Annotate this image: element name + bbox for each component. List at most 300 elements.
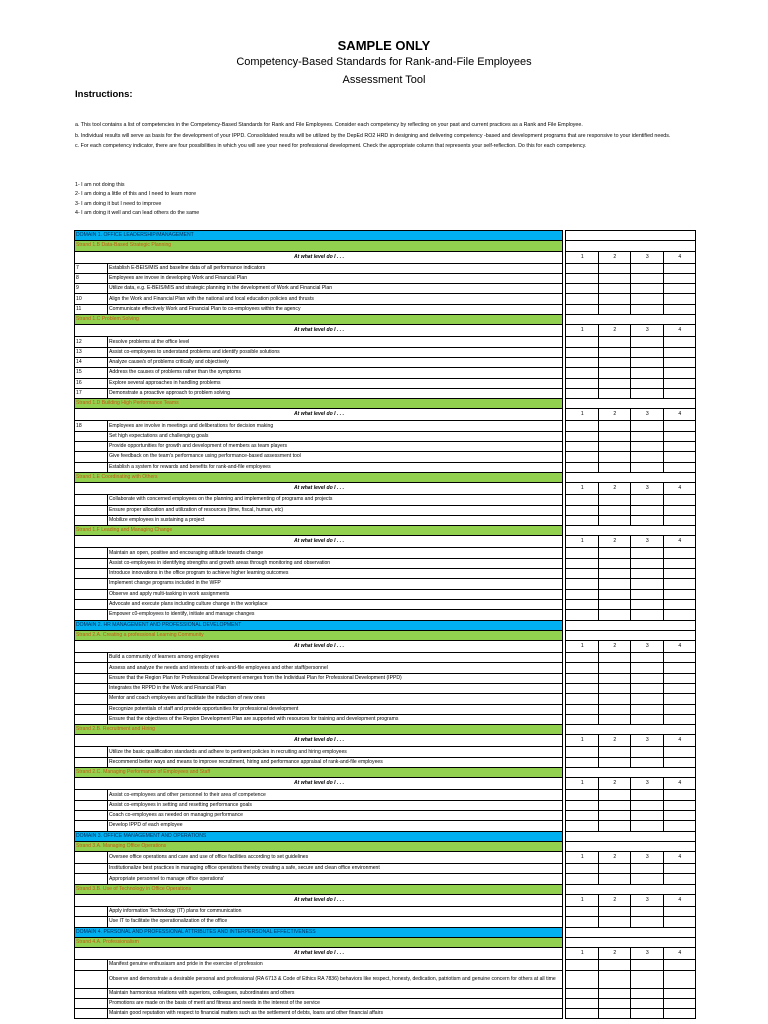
level-checkbox-cell-1[interactable] (566, 714, 599, 724)
competency-number (75, 747, 108, 757)
level-checkbox-cell-4[interactable] (663, 357, 696, 367)
level-checkbox-cell-1[interactable] (566, 704, 599, 714)
level-checkbox-cell-2[interactable] (598, 378, 631, 388)
level-checkbox-cell-4[interactable] (663, 610, 696, 620)
level-checkbox-cell-1[interactable] (566, 579, 599, 589)
level-checkbox-cell-2[interactable] (598, 790, 631, 800)
competency-row (75, 421, 696, 431)
level-header-3: 3 (631, 895, 664, 907)
level-blank (566, 315, 696, 325)
level-checkbox-cell-4[interactable] (663, 810, 696, 820)
level-checkbox-cell-4[interactable] (663, 337, 696, 347)
level-checkbox-cell-1[interactable] (566, 653, 599, 663)
strand-label: Strand 2.A. Creating a professional Learning Community (75, 630, 563, 640)
level-checkbox-cell-4[interactable] (663, 874, 696, 884)
competency-number: 8 (75, 273, 108, 283)
level-checkbox-cell-3[interactable] (631, 653, 664, 663)
level-checkbox-cell-2[interactable] (598, 579, 631, 589)
level-checkbox-cell-3[interactable] (631, 663, 664, 673)
level-checkbox-cell-2[interactable] (598, 757, 631, 767)
level-checkbox-cell-2[interactable] (598, 960, 631, 970)
level-checkbox-cell-2[interactable] (598, 569, 631, 579)
level-checkbox-cell-1[interactable] (566, 747, 599, 757)
level-checkbox-cell-4[interactable] (663, 495, 696, 505)
level-checkbox-cell-4[interactable] (663, 599, 696, 609)
level-checkbox-cell-2[interactable] (598, 505, 631, 515)
level-checkbox-cell-3[interactable] (631, 589, 664, 599)
level-checkbox-cell-3[interactable] (631, 515, 664, 525)
level-checkbox-cell-2[interactable] (598, 683, 631, 693)
level-checkbox-cell-4[interactable] (663, 673, 696, 683)
competency-text: Promotions are made on the basis of merit and fitness and needs in the interest of the service (108, 998, 563, 1008)
level-checkbox-cell-4[interactable] (663, 589, 696, 599)
competency-number (75, 599, 108, 609)
level-checkbox-cell-1[interactable] (566, 431, 599, 441)
level-checkbox-cell-3[interactable] (631, 558, 664, 568)
level-checkbox-cell-2[interactable] (598, 337, 631, 347)
level-checkbox-cell-4[interactable] (663, 273, 696, 283)
competency-text: Employees are invove in developing Work and Financial Plan (108, 273, 563, 283)
competency-row (75, 462, 696, 472)
competency-text: Maintain harmonious relations with superiors, colleagues, subordinates and others (108, 988, 563, 998)
level-checkbox-cell-4[interactable] (663, 452, 696, 462)
level-checkbox-cell-3[interactable] (631, 714, 664, 724)
level-checkbox-cell-1[interactable] (566, 988, 599, 998)
strand-row (75, 768, 696, 778)
level-checkbox-cell-4[interactable] (663, 653, 696, 663)
competency-text: Assist co-employees in setting and resetting performance goals (108, 800, 563, 810)
level-checkbox-cell-3[interactable] (631, 284, 664, 294)
level-header-4: 4 (663, 409, 696, 421)
level-checkbox-cell-4[interactable] (663, 304, 696, 314)
strand-row (75, 472, 696, 482)
level-checkbox-cell-4[interactable] (663, 284, 696, 294)
level-checkbox-cell-1[interactable] (566, 864, 599, 874)
level-legend-item: 2- I am doing a little of this and I need to learn more (75, 191, 197, 198)
level-checkbox-cell-2[interactable] (598, 304, 631, 314)
level-checkbox-cell-3[interactable] (631, 294, 664, 304)
competency-text: Align the Work and Financial Plan with the national and local education policies and thrusts (108, 294, 563, 304)
competency-number (75, 874, 108, 884)
level-checkbox-cell-2[interactable] (598, 558, 631, 568)
level-checkbox-cell-4[interactable] (663, 907, 696, 917)
level-header-3: 3 (631, 483, 664, 495)
level-checkbox-cell-2[interactable] (598, 421, 631, 431)
competency-text: Utilize the basic qualification standards and adhere to pertinent policies in recruiting and hiring employees (108, 747, 563, 757)
competency-row (75, 378, 696, 388)
competency-text: Explore several approaches in handling problems (108, 378, 563, 388)
level-checkbox-cell-4[interactable] (663, 998, 696, 1008)
level-checkbox-cell-3[interactable] (631, 273, 664, 283)
competency-text: Establish E-BEIS/MIS and baseline data of all performance indicators (108, 263, 563, 273)
level-checkbox-cell-1[interactable] (566, 673, 599, 683)
page-subtitle-2: Assessment Tool (342, 74, 426, 86)
level-checkbox-cell-4[interactable] (663, 757, 696, 767)
level-header-3: 3 (631, 325, 664, 337)
level-checkbox-cell-1[interactable] (566, 589, 599, 599)
level-checkbox-cell-3[interactable] (631, 579, 664, 589)
level-blank (566, 399, 696, 409)
level-checkbox-cell-1[interactable] (566, 610, 599, 620)
level-checkbox-cell-3[interactable] (631, 970, 664, 988)
competency-text: Assess and analyze the needs and interests of rank-and-file employees and other staff/personnel (108, 663, 563, 673)
level-checkbox-cell-1[interactable] (566, 800, 599, 810)
level-checkbox-cell-2[interactable] (598, 874, 631, 884)
competency-row (75, 548, 696, 558)
level-checkbox-cell-2[interactable] (598, 442, 631, 452)
level-checkbox-cell-1[interactable] (566, 663, 599, 673)
competency-number: 16 (75, 378, 108, 388)
competency-number (75, 495, 108, 505)
level-checkbox-cell-3[interactable] (631, 810, 664, 820)
level-checkbox-cell-1[interactable] (566, 1009, 599, 1019)
level-checkbox-cell-3[interactable] (631, 821, 664, 831)
level-checkbox-cell-4[interactable] (663, 988, 696, 998)
level-checkbox-cell-4[interactable] (663, 378, 696, 388)
competency-row (75, 579, 696, 589)
competency-row (75, 347, 696, 357)
competency-number (75, 589, 108, 599)
competency-number (75, 917, 108, 927)
level-checkbox-cell-3[interactable] (631, 998, 664, 1008)
level-header-4: 4 (663, 735, 696, 747)
level-legend (75, 181, 199, 219)
level-checkbox-cell-4[interactable] (663, 821, 696, 831)
level-checkbox-cell-2[interactable] (598, 284, 631, 294)
level-checkbox-cell-2[interactable] (598, 589, 631, 599)
level-checkbox-cell-1[interactable] (566, 505, 599, 515)
level-checkbox-cell-4[interactable] (663, 368, 696, 378)
level-checkbox-cell-3[interactable] (631, 452, 664, 462)
page-title: SAMPLE ONLY (337, 38, 431, 53)
level-checkbox-cell-3[interactable] (631, 388, 664, 398)
competency-row (75, 442, 696, 452)
level-checkbox-cell-1[interactable] (566, 874, 599, 884)
level-checkbox-cell-4[interactable] (663, 714, 696, 724)
level-checkbox-cell-3[interactable] (631, 304, 664, 314)
level-checkbox-cell-4[interactable] (663, 569, 696, 579)
level-checkbox-cell-2[interactable] (598, 273, 631, 283)
level-checkbox-cell-2[interactable] (598, 263, 631, 273)
level-checkbox-cell-1[interactable] (566, 907, 599, 917)
level-checkbox-cell-2[interactable] (598, 800, 631, 810)
level-checkbox-cell-4[interactable] (663, 462, 696, 472)
level-checkbox-cell-1[interactable] (566, 378, 599, 388)
strand-label: Strand 2.B. Recruitment and Hiring (75, 725, 563, 735)
level-checkbox-cell-2[interactable] (598, 599, 631, 609)
level-checkbox-cell-3[interactable] (631, 1009, 664, 1019)
level-checkbox-cell-4[interactable] (663, 917, 696, 927)
strand-row (75, 630, 696, 640)
competency-text: Advocate and execute plans including culture change in the workplace (108, 599, 563, 609)
level-checkbox-cell-2[interactable] (598, 495, 631, 505)
competency-number (75, 431, 108, 441)
level-checkbox-cell-1[interactable] (566, 558, 599, 568)
competency-text: Maintain good reputation with respect to financial matters such as the settlement of debts, loans and other financial affairs (108, 1009, 563, 1019)
level-checkbox-cell-3[interactable] (631, 368, 664, 378)
level-checkbox-cell-2[interactable] (598, 294, 631, 304)
level-checkbox-cell-3[interactable] (631, 378, 664, 388)
level-legend-item: 1- I am not doing this (75, 182, 125, 188)
level-checkbox-cell-4[interactable] (663, 790, 696, 800)
strand-row (75, 725, 696, 735)
level-checkbox-cell-1[interactable] (566, 970, 599, 988)
competency-row (75, 368, 696, 378)
level-checkbox-cell-2[interactable] (598, 357, 631, 367)
level-checkbox-cell-4[interactable] (663, 704, 696, 714)
competency-number (75, 970, 108, 988)
level-checkbox-cell-4[interactable] (663, 683, 696, 693)
level-checkbox-cell-1[interactable] (566, 790, 599, 800)
level-checkbox-cell-3[interactable] (631, 442, 664, 452)
strand-row (75, 841, 696, 851)
competency-text: Observe and apply multi-tasking in work assignments (108, 589, 563, 599)
level-checkbox-cell-1[interactable] (566, 388, 599, 398)
level-checkbox-cell-4[interactable] (663, 663, 696, 673)
level-checkbox-cell-4[interactable] (663, 505, 696, 515)
level-checkbox-cell-4[interactable] (663, 263, 696, 273)
level-checkbox-cell-2[interactable] (598, 368, 631, 378)
level-header-2: 2 (598, 735, 631, 747)
level-checkbox-cell-2[interactable] (598, 462, 631, 472)
level-checkbox-cell-1[interactable] (566, 263, 599, 273)
level-checkbox-cell-1[interactable] (566, 442, 599, 452)
level-checkbox-cell-2[interactable] (598, 704, 631, 714)
competency-number: 11 (75, 304, 108, 314)
level-checkbox-cell-1[interactable] (566, 683, 599, 693)
level-header-4: 4 (663, 778, 696, 790)
level-checkbox-cell-3[interactable] (631, 790, 664, 800)
level-checkbox-cell-1[interactable] (566, 515, 599, 525)
competency-text: Set high expectations and challenging goals (108, 431, 563, 441)
level-checkbox-cell-1[interactable] (566, 548, 599, 558)
competency-number (75, 790, 108, 800)
level-checkbox-cell-2[interactable] (598, 810, 631, 820)
level-checkbox-cell-2[interactable] (598, 548, 631, 558)
level-header-row (75, 948, 696, 960)
level-checkbox-cell-1[interactable] (566, 337, 599, 347)
competency-text: Manifest genuine enthusiasm and pride in the exercise of profession (108, 960, 563, 970)
competency-number (75, 610, 108, 620)
level-header-4: 4 (663, 895, 696, 907)
competency-text: Utilize data, e.g. E-BEIS/MIS and strategic planning in the development of Work and Financial Plan (108, 284, 563, 294)
level-blank (566, 831, 696, 841)
level-checkbox-cell-4[interactable] (663, 388, 696, 398)
competency-number: 15 (75, 368, 108, 378)
level-checkbox-cell-1[interactable] (566, 273, 599, 283)
domain-row (75, 927, 696, 937)
level-checkbox-cell-3[interactable] (631, 673, 664, 683)
level-checkbox-cell-2[interactable] (598, 747, 631, 757)
level-checkbox-cell-4[interactable] (663, 970, 696, 988)
level-header-3: 3 (631, 641, 664, 653)
level-checkbox-cell-3[interactable] (631, 337, 664, 347)
page-subtitle: Competency-Based Standards for Rank-and-File Employees (236, 56, 532, 68)
level-checkbox-cell-2[interactable] (598, 714, 631, 724)
level-checkbox-cell-4[interactable] (663, 347, 696, 357)
level-checkbox-cell-3[interactable] (631, 548, 664, 558)
level-checkbox-cell-3[interactable] (631, 569, 664, 579)
level-blank (566, 630, 696, 640)
level-checkbox-cell-2[interactable] (598, 988, 631, 998)
competency-number: 13 (75, 347, 108, 357)
level-checkbox-cell-1[interactable] (566, 821, 599, 831)
level-checkbox-cell-1[interactable] (566, 452, 599, 462)
level-checkbox-cell-1[interactable] (566, 599, 599, 609)
level-checkbox-cell-2[interactable] (598, 998, 631, 1008)
competency-row (75, 960, 696, 970)
level-checkbox-cell-3[interactable] (631, 347, 664, 357)
level-checkbox-cell-3[interactable] (631, 505, 664, 515)
level-checkbox-cell-3[interactable] (631, 747, 664, 757)
competency-row (75, 589, 696, 599)
competency-row (75, 558, 696, 568)
level-checkbox-cell-3[interactable] (631, 694, 664, 704)
level-checkbox-cell-4[interactable] (663, 515, 696, 525)
competency-text: Analyze cause/s of problems critically and objectively (108, 357, 563, 367)
level-checkbox-cell-2[interactable] (598, 970, 631, 988)
level-checkbox-cell-3[interactable] (631, 357, 664, 367)
level-checkbox-cell-1[interactable] (566, 569, 599, 579)
level-checkbox-cell-3[interactable] (631, 704, 664, 714)
level-checkbox-cell-3[interactable] (631, 988, 664, 998)
level-checkbox-cell-4[interactable] (663, 431, 696, 441)
level-checkbox-cell-4[interactable] (663, 442, 696, 452)
level-checkbox-cell-3[interactable] (631, 683, 664, 693)
competency-row (75, 263, 696, 273)
level-checkbox-cell-2[interactable] (598, 694, 631, 704)
competency-number (75, 673, 108, 683)
competency-number (75, 515, 108, 525)
level-checkbox-cell-3[interactable] (631, 960, 664, 970)
competency-number: 12 (75, 337, 108, 347)
competency-text: Integrates the RPPD in the Work and Financial Plan (108, 683, 563, 693)
level-checkbox-cell-4[interactable] (663, 294, 696, 304)
level-checkbox-cell-3[interactable] (631, 431, 664, 441)
level-checkbox-cell-3[interactable] (631, 495, 664, 505)
level-checkbox-cell-2[interactable] (598, 673, 631, 683)
level-checkbox-cell-4[interactable] (663, 548, 696, 558)
level-checkbox-cell-1[interactable] (566, 421, 599, 431)
level-checkbox-cell-3[interactable] (631, 874, 664, 884)
level-checkbox-cell-3[interactable] (631, 610, 664, 620)
competency-row (75, 852, 696, 864)
competency-row (75, 431, 696, 441)
level-checkbox-cell-2[interactable] (598, 663, 631, 673)
competency-text: Communicate effectively Work and Financial Plan to co-employees within the agency (108, 304, 563, 314)
level-checkbox-cell-4[interactable] (663, 694, 696, 704)
domain-row (75, 231, 696, 241)
level-checkbox-cell-2[interactable] (598, 431, 631, 441)
level-header-3: 3 (631, 409, 664, 421)
competency-text: Appropriate personnel to manage office operations' (108, 874, 563, 884)
level-checkbox-cell-4[interactable] (663, 800, 696, 810)
level-checkbox-cell-1[interactable] (566, 810, 599, 820)
level-header-1: 1 (566, 409, 599, 421)
level-checkbox-cell-2[interactable] (598, 610, 631, 620)
competency-number (75, 704, 108, 714)
competency-number (75, 442, 108, 452)
level-header-2: 2 (598, 536, 631, 548)
level-checkbox-cell-4[interactable] (663, 960, 696, 970)
strand-label: Strand 1.D Building High Performance Teams (75, 399, 563, 409)
level-checkbox-cell-4[interactable] (663, 579, 696, 589)
competency-row (75, 653, 696, 663)
level-checkbox-cell-2[interactable] (598, 515, 631, 525)
level-checkbox-cell-1[interactable] (566, 357, 599, 367)
competency-number: 10 (75, 294, 108, 304)
level-checkbox-cell-3[interactable] (631, 757, 664, 767)
level-checkbox-cell-2[interactable] (598, 452, 631, 462)
level-checkbox-cell-4[interactable] (663, 1009, 696, 1019)
level-checkbox-cell-1[interactable] (566, 294, 599, 304)
level-checkbox-cell-3[interactable] (631, 917, 664, 927)
level-checkbox-cell-3[interactable] (631, 907, 664, 917)
level-checkbox-cell-4[interactable] (663, 421, 696, 431)
level-checkbox-cell-1[interactable] (566, 495, 599, 505)
competency-text: Address the causes of problems rather than the symptoms (108, 368, 563, 378)
level-checkbox-cell-3[interactable] (631, 599, 664, 609)
level-checkbox-cell-1[interactable] (566, 998, 599, 1008)
level-checkbox-cell-1[interactable] (566, 347, 599, 357)
level-checkbox-cell-2[interactable] (598, 653, 631, 663)
competency-text: Resolve problems at the office level (108, 337, 563, 347)
competency-row (75, 357, 696, 367)
level-header-1: 1 (566, 735, 599, 747)
level-checkbox-cell-3[interactable] (631, 263, 664, 273)
level-checkbox-cell-2[interactable] (598, 388, 631, 398)
level-question: At what level do I . . . (75, 735, 563, 747)
level-checkbox-cell-1[interactable] (566, 917, 599, 927)
competency-text: Employees are involve in meetings and deliberations for decision making (108, 421, 563, 431)
competency-text: Apply information Technology (IT) plans for communication (108, 907, 563, 917)
level-checkbox-cell-1[interactable] (566, 757, 599, 767)
level-checkbox-cell-2[interactable] (598, 1009, 631, 1019)
level-checkbox-cell-2[interactable] (598, 907, 631, 917)
level-checkbox-cell-1[interactable] (566, 368, 599, 378)
domain-row (75, 620, 696, 630)
level-question: At what level do I . . . (75, 778, 563, 790)
competency-row (75, 663, 696, 673)
level-checkbox-cell-4[interactable] (663, 864, 696, 874)
level-header-3: 3 (631, 735, 664, 747)
level-checkbox-cell-3[interactable] (631, 421, 664, 431)
level-checkbox-cell-2[interactable] (598, 917, 631, 927)
level-checkbox-cell-1[interactable] (566, 284, 599, 294)
level-checkbox-cell-2[interactable] (598, 864, 631, 874)
level-checkbox-cell-1[interactable] (566, 960, 599, 970)
competency-number (75, 907, 108, 917)
level-checkbox-cell-4[interactable] (663, 747, 696, 757)
competency-row (75, 610, 696, 620)
level-checkbox-cell-1[interactable] (566, 304, 599, 314)
competency-row (75, 821, 696, 831)
domain-label: DOMAIN 4. PERSONAL AND PROFESSIONAL ATTRIBUTES AND INTERPERSONAL EFFECTIVENESS (75, 927, 563, 937)
level-header-2: 2 (598, 778, 631, 790)
level-checkbox-cell-1[interactable] (566, 462, 599, 472)
level-checkbox-cell-2[interactable] (598, 347, 631, 357)
competency-text: Observe and demonstrate a desirable personal and professional (RA 6713 & Code of Ethics RA 7836) behaviors like respect, honesty, dedication, patriotism and genuine concern for others at all time (108, 970, 563, 988)
level-checkbox-cell-3[interactable] (631, 800, 664, 810)
level-checkbox-cell-3[interactable] (631, 864, 664, 874)
competency-text: Build a community of learners among employees (108, 653, 563, 663)
level-header-4: 4 (663, 641, 696, 653)
level-header-4: 4 (663, 536, 696, 548)
level-checkbox-cell-3[interactable] (631, 462, 664, 472)
level-checkbox-cell-4[interactable] (663, 558, 696, 568)
level-checkbox-cell-1[interactable] (566, 694, 599, 704)
level-checkbox-cell-2[interactable] (598, 821, 631, 831)
